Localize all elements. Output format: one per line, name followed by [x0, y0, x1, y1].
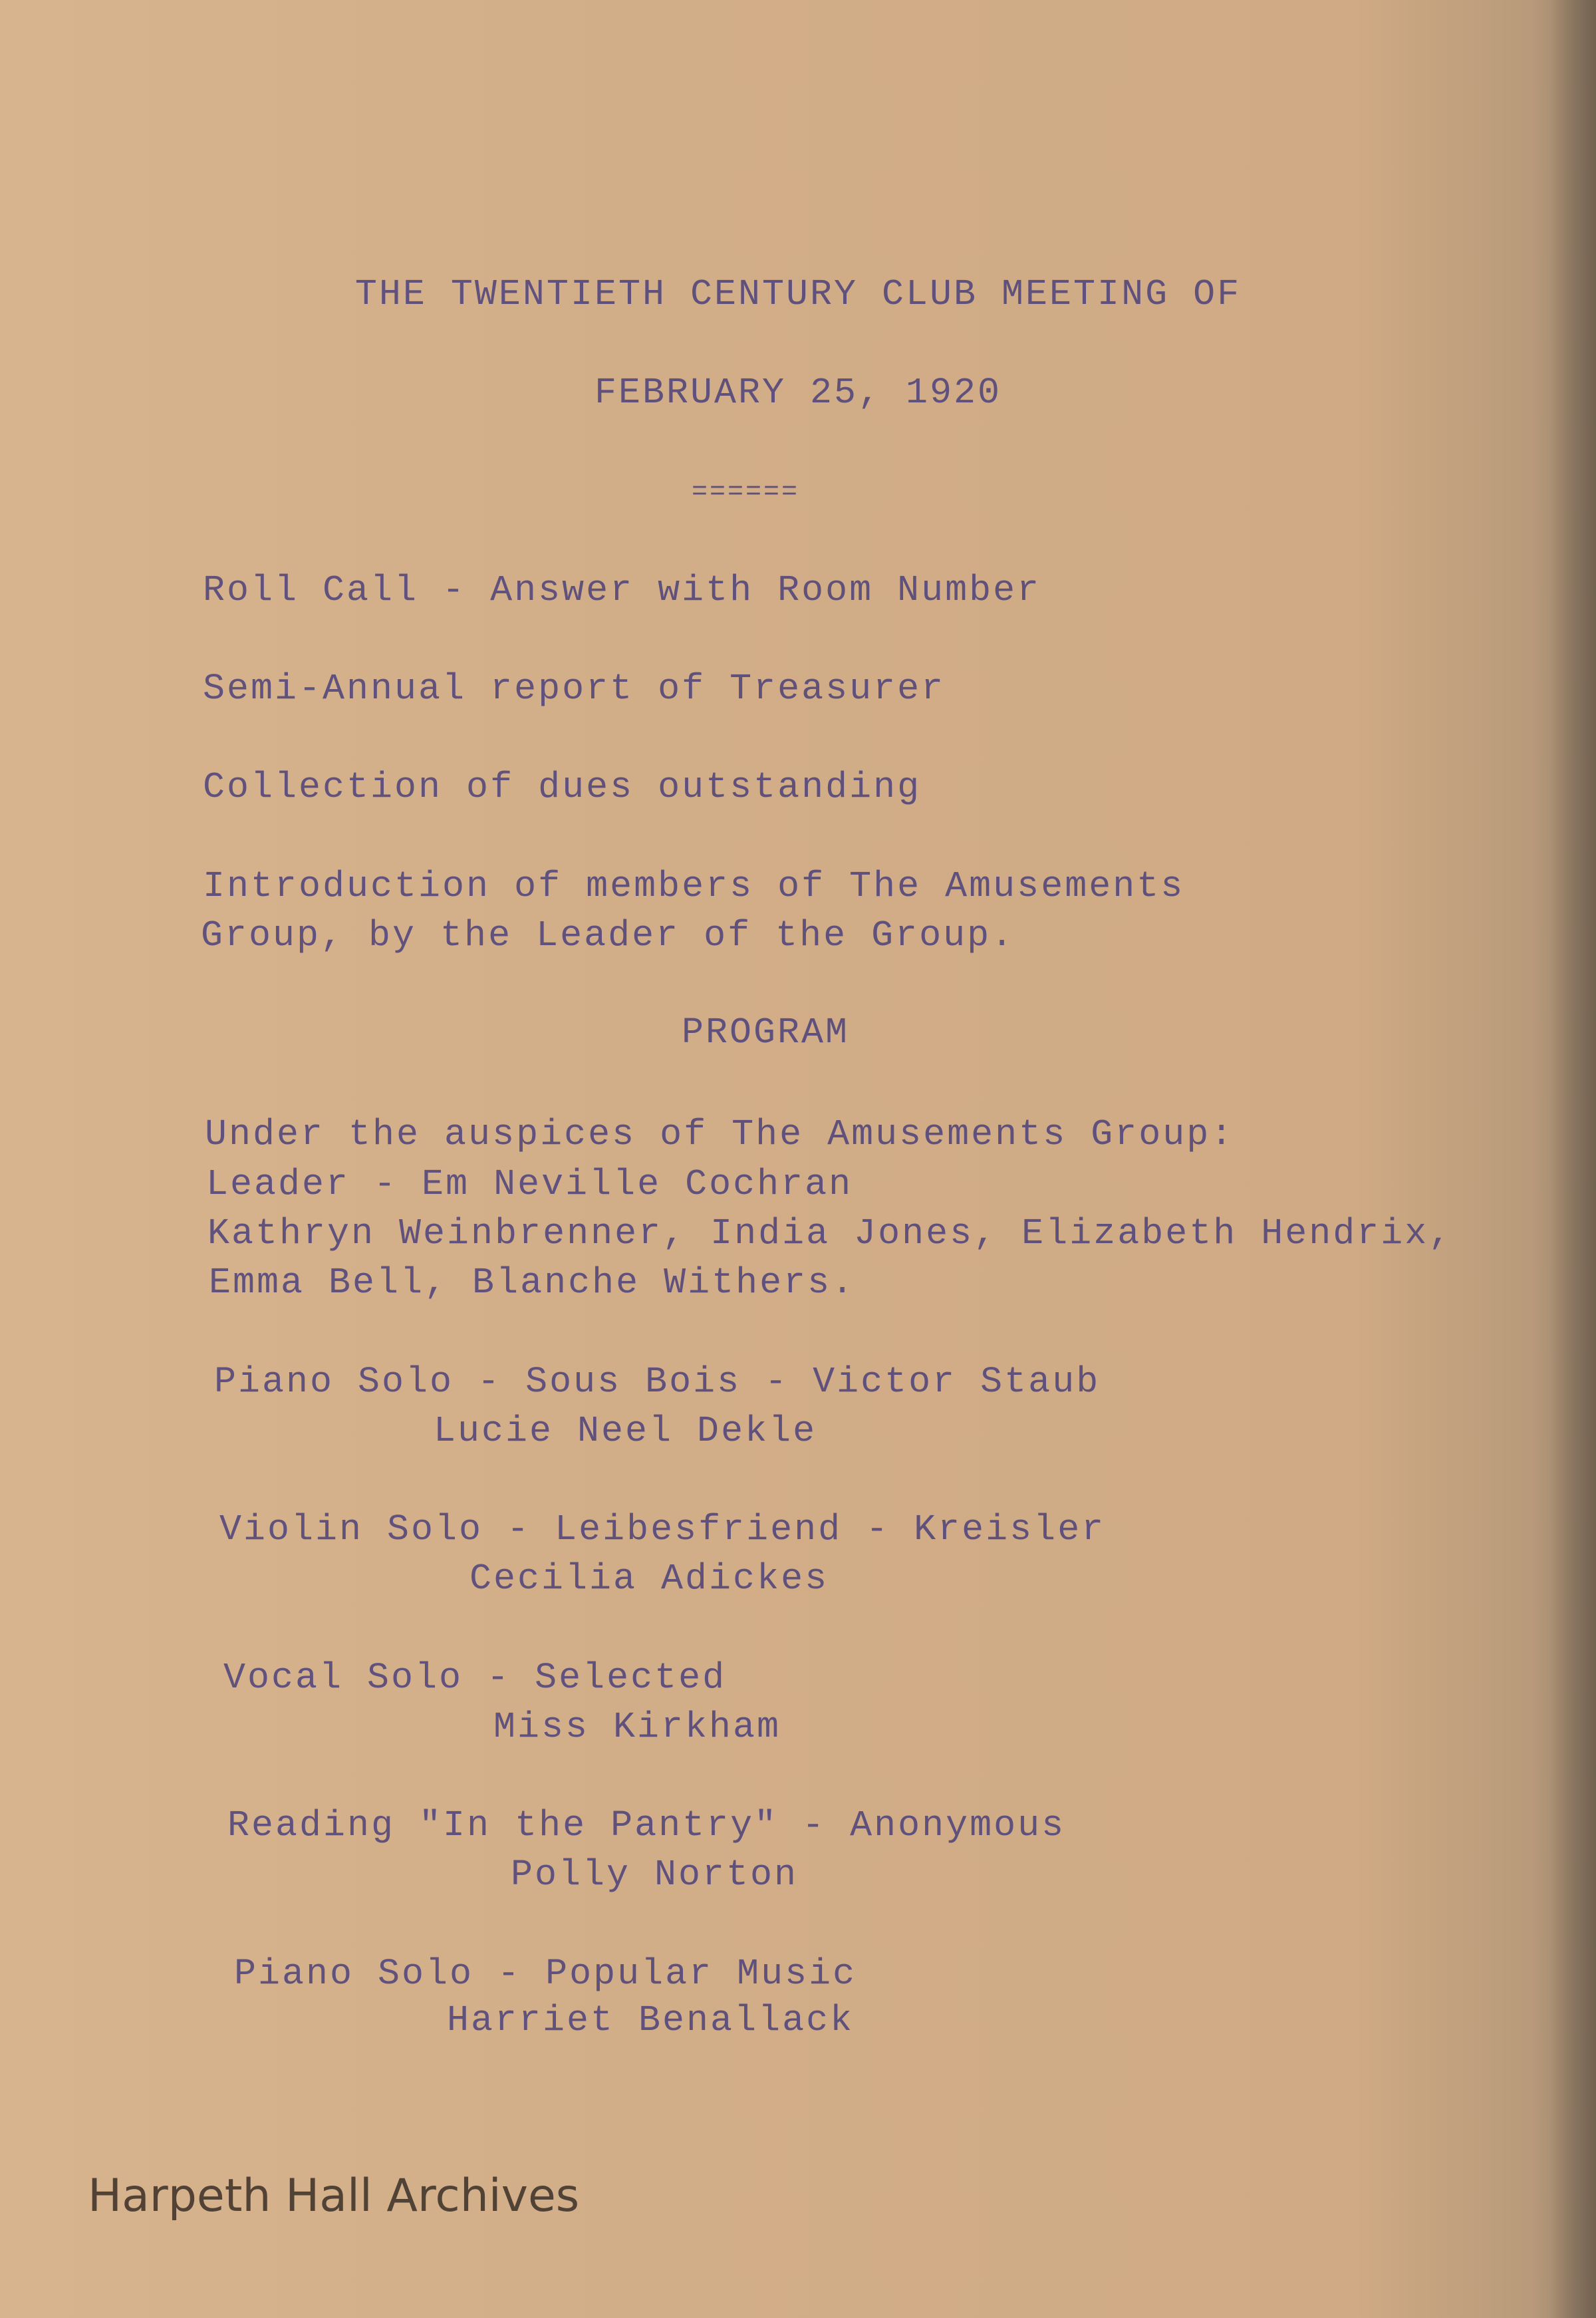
act-performer: Polly Norton	[511, 1854, 799, 1896]
act-performer: Cecilia Adickes	[469, 1558, 829, 1600]
act-piece: Vocal Solo - Selected	[223, 1657, 727, 1699]
group-line-members-1: Kathryn Weinbrenner, India Jones, Elizabeth Hendrix,	[207, 1213, 1453, 1254]
group-line-leader: Leader - Em Neville Cochran	[206, 1163, 853, 1205]
program-heading: PROGRAM	[682, 1012, 850, 1054]
title-separator: ======	[692, 478, 800, 507]
act-performer: Miss Kirkham	[493, 1706, 781, 1748]
act-piece: Violin Solo - Leibesfriend - Kreisler	[219, 1509, 1106, 1550]
act-performer: Harriet Benallack	[447, 1999, 855, 2041]
act-performer: Lucie Neel Dekle	[434, 1410, 817, 1452]
business-item-roll-call: Roll Call - Answer with Room Number	[203, 569, 1041, 611]
title-line-1: THE TWENTIETH CENTURY CLUB MEETING OF	[354, 273, 1242, 315]
act-piece: Piano Solo - Sous Bois - Victor Staub	[214, 1361, 1101, 1403]
archive-watermark: Harpeth Hall Archives	[88, 2170, 580, 2222]
group-line-members-2: Emma Bell, Blanche Withers.	[209, 1262, 856, 1304]
act-piece: Reading "In the Pantry" - Anonymous	[227, 1805, 1066, 1846]
business-item-treasurer-report: Semi-Annual report of Treasurer	[203, 668, 946, 710]
title-line-2: FEBRUARY 25, 1920	[594, 372, 1002, 414]
business-item-introduction-2: Group, by the Leader of the Group.	[201, 915, 1015, 956]
business-item-dues: Collection of dues outstanding	[203, 766, 922, 808]
business-item-introduction-1: Introduction of members of The Amusements	[203, 865, 1185, 907]
group-line-auspices: Under the auspices of The Amusements Group:	[205, 1113, 1235, 1155]
page-edge-shadow	[1549, 0, 1596, 2318]
act-piece: Piano Solo - Popular Music	[234, 1953, 857, 1995]
